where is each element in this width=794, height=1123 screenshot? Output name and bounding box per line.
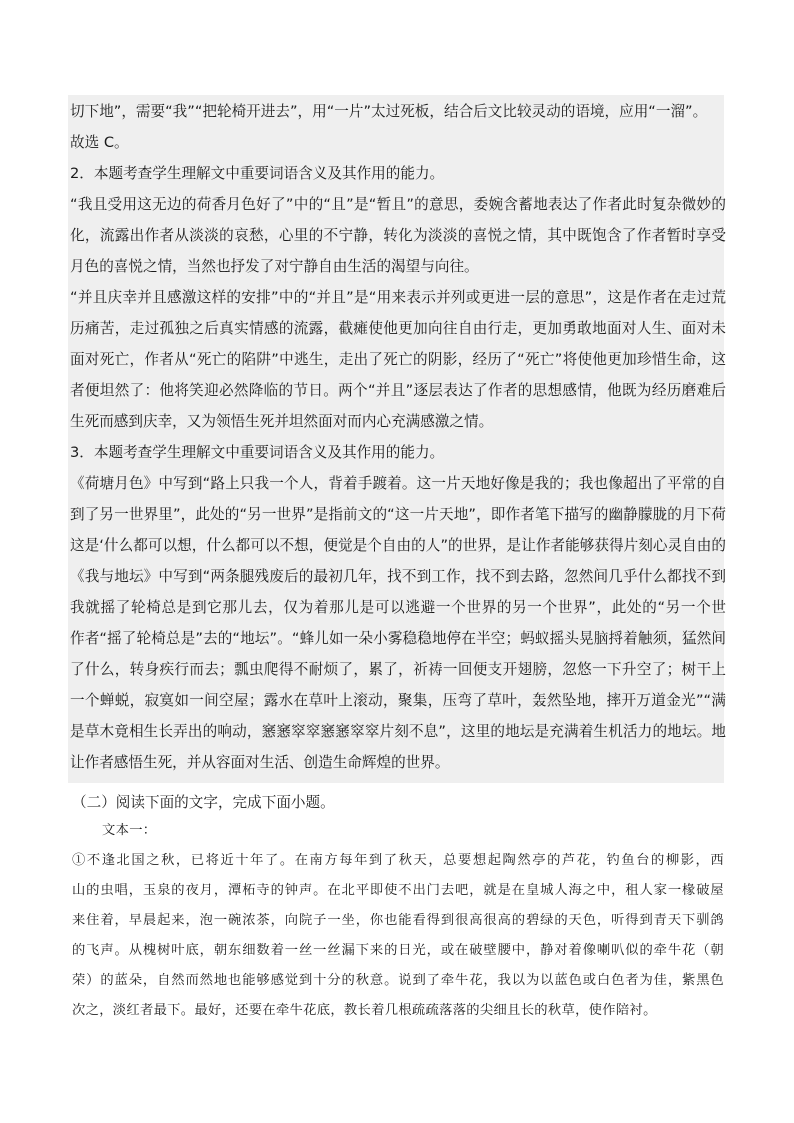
passage-line: 荣）的蓝朵，自然而然地也能够感觉到十分的秋意。说到了牵牛花，我以为以蓝色或白色者为佳，紫黑色 <box>72 973 724 988</box>
answer-line: 2．本题考查学生理解文中重要词语含义及其作用的能力。 <box>70 165 445 182</box>
answer-line: 者便坦然了：他将笑迎必然降临的节日。两个“并且”逐层表达了作者的思想感情，他既为经历磨难后 <box>70 382 726 399</box>
text-one-label: 文本一： <box>102 823 157 838</box>
answer-line: 让作者感悟生死，并从容面对生活、创造生命辉煌的世界。 <box>70 754 450 771</box>
answer-line: 到了另一世界里”，此处的“另一世界”是指前文的“这一片天地”，即作者笔下描写的幽静朦胧的月下荷 <box>70 506 726 523</box>
answer-line: “我且受用这无边的荷香月色好了”中的“且”是“暂且”的意思，委婉含蓄地表达了作者此时复杂微妙的 <box>70 196 726 213</box>
answer-line: 3．本题考查学生理解文中重要词语含义及其作用的能力。 <box>70 444 445 461</box>
answer-line: “并且庆幸并且感激这样的安排”中的“并且”是“用来表示并列或更进一层的意思”，这是作者在走过荒 <box>70 289 726 306</box>
answer-line: 故选 C。 <box>70 134 129 151</box>
answer-line: 生死而感到庆幸，又为领悟生死并坦然面对而内心充满感激之情。 <box>70 413 494 430</box>
passage-line: 来住着，早晨起来，泡一碗浓茶，向院子一坐，你也能看得到很高很高的碧绿的天色，听得到青天下驯鸽 <box>72 913 724 928</box>
passage-line: 的飞声。从槐树叶底，朝东细数着一丝一丝漏下来的日光，或在破壁腰中，静对着像喇叭似的牵牛花（朝 <box>72 943 724 958</box>
answer-line: 这是‘什么都可以想，什么都可以不想，便觉是个自由的人”的世界，是让作者能够获得片刻心灵自由的 <box>70 537 726 554</box>
answer-line: 面对死亡，作者从“死亡的陷阱”中逃生，走出了死亡的阴影，经历了“死亡”将使他更加珍惜生命，这 <box>70 351 726 368</box>
answer-line: 化，流露出作者从淡淡的哀愁，心里的不宁静，转化为淡淡的喜悦之情，其中既饱含了作者暂时享受 <box>70 227 726 244</box>
answer-line: 一个蝉蜕，寂寞如一间空屋；露水在草叶上滚动，聚集，压弯了草叶，轰然坠地，摔开万道金光”“满 <box>70 692 726 709</box>
answer-line: 历痛苦，走过孤独之后真实情感的流露，截瘫使他更加向往自由行走，更加勇敢地面对人生、面对未 <box>70 320 726 337</box>
answer-line: 是草木竟相生长弄出的响动，窸窸窣窣窸窸窣窣片刻不息”，这里的地坛是充满着生机活力的地坛。地 <box>70 723 726 740</box>
answer-line: 我就摇了轮椅总是到它那儿去，仅为着那儿是可以逃避一个世界的另一个世界”，此处的“另一个世 <box>70 599 726 616</box>
passage-line: ①不逢北国之秋，已将近十年了。在南方每年到了秋天，总要想起陶然亭的芦花，钓鱼台的柳影，西 <box>72 853 724 868</box>
section-heading: （二）阅读下面的文字，完成下面小题。 <box>72 794 335 811</box>
text-one-passage <box>72 816 724 1026</box>
passage-line: 山的虫唱，玉泉的夜月，潭柘寺的钟声。在北平即使不出门去吧，就是在皇城人海之中，租人家一椽破屋 <box>72 883 724 898</box>
passage-line: 次之，淡红者最下。最好，还要在牵牛花底，教长着几根疏疏落落的尖细且长的秋草，使作陪衬。 <box>72 1003 657 1018</box>
answer-line: 切下地”，需要“我”“把轮椅开进去”，用“一片”太过死板，结合后文比较灵动的语境，应用“一溜”。 <box>70 103 708 120</box>
answer-explanation-section <box>70 96 726 778</box>
answer-line: 《我与地坛》中写到“两条腿残废后的最初几年，找不到工作，找不到去路，忽然间几乎什么都找不到 <box>70 568 726 585</box>
answer-line: 《荷塘月色》中写到“路上只我一个人，背着手踱着。这一片天地好像是我的；我也像超出了平常的自 <box>70 475 726 492</box>
answer-line: 作者“摇了轮椅总是”去的“地坛”。“蜂儿如一朵小雾稳稳地停在半空；蚂蚁摇头晃脑捋着触须，猛然间 <box>70 630 726 647</box>
answer-line: 了什么，转身疾行而去；瓢虫爬得不耐烦了，累了，祈祷一回便支开翅膀，忽悠一下升空了；树干上 <box>70 661 726 678</box>
answer-line: 月色的喜悦之情，当然也抒发了对宁静自由生活的渴望与向往。 <box>70 258 479 275</box>
